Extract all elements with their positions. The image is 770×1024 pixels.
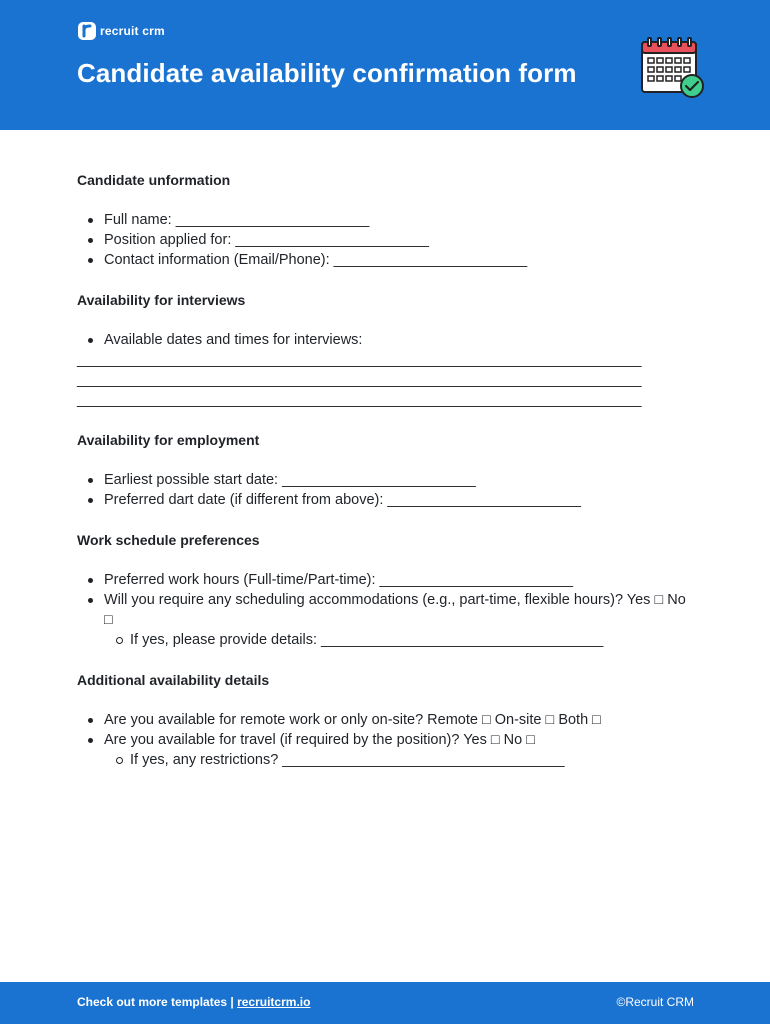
footer-prefix: Check out more templates | bbox=[77, 995, 238, 1009]
contact-information-field[interactable]: Contact information (Email/Phone): ________________________ bbox=[77, 250, 697, 270]
page-title: Candidate availability confirmation form bbox=[77, 58, 577, 88]
interview-availability-line-2[interactable]: ______________________________________________________________________ bbox=[77, 372, 642, 388]
form-content bbox=[77, 170, 697, 790]
field-list bbox=[77, 570, 697, 650]
accommodation-details-field[interactable]: If yes, please provide details: ___________________________________ bbox=[77, 630, 697, 650]
interview-availability-line-1[interactable]: ______________________________________________________________________ bbox=[77, 352, 642, 368]
section-availability-interviews bbox=[77, 290, 697, 410]
field-list bbox=[77, 710, 697, 770]
section-additional-availability bbox=[77, 670, 697, 770]
preferred-start-date-field[interactable]: Preferred dart date (if different from above): ________________________ bbox=[77, 490, 697, 510]
field-list bbox=[77, 330, 697, 350]
calendar-check-icon bbox=[638, 36, 708, 100]
section-heading: Availability for employment bbox=[77, 432, 260, 448]
preferred-work-hours-field[interactable]: Preferred work hours (Full-time/Part-time): ________________________ bbox=[77, 570, 697, 590]
section-work-schedule bbox=[77, 530, 697, 650]
footer-templates-text bbox=[77, 995, 310, 1009]
earliest-start-date-field[interactable]: Earliest possible start date: ________________________ bbox=[77, 470, 697, 490]
section-candidate-information bbox=[77, 170, 697, 270]
section-availability-employment bbox=[77, 430, 697, 510]
header-banner bbox=[0, 0, 770, 130]
travel-question[interactable]: Are you available for travel (if required by the position)? Yes □ No □ bbox=[77, 730, 697, 750]
remote-onsite-question[interactable]: Are you available for remote work or only on-site? Remote □ On-site □ Both □ bbox=[77, 710, 697, 730]
field-list bbox=[77, 470, 697, 510]
scheduling-accommodations-question[interactable]: Will you require any scheduling accommodations (e.g., part-time, flexible hours)? Yes □ No □ bbox=[77, 590, 697, 630]
position-applied-field[interactable]: Position applied for: ________________________ bbox=[77, 230, 697, 250]
recruitcrm-link[interactable]: recruitcrm.io bbox=[237, 995, 311, 1009]
copyright-text: ©Recruit CRM bbox=[616, 995, 694, 1009]
brand-name: recruit crm bbox=[100, 24, 165, 38]
travel-restrictions-field[interactable]: If yes, any restrictions? ___________________________________ bbox=[77, 750, 697, 770]
interview-availability-line-3[interactable]: ______________________________________________________________________ bbox=[77, 392, 642, 408]
recruit-crm-logo-icon bbox=[78, 22, 96, 40]
brand-logo[interactable] bbox=[78, 22, 165, 40]
section-heading: Candidate unformation bbox=[77, 172, 231, 188]
footer-banner bbox=[0, 982, 770, 1024]
field-list bbox=[77, 210, 697, 270]
section-heading: Additional availability details bbox=[77, 672, 270, 688]
section-heading: Work schedule preferences bbox=[77, 532, 260, 548]
full-name-field[interactable]: Full name: ________________________ bbox=[77, 210, 697, 230]
section-heading: Availability for interviews bbox=[77, 292, 246, 308]
interview-availability-label: Available dates and times for interviews: bbox=[77, 330, 697, 350]
